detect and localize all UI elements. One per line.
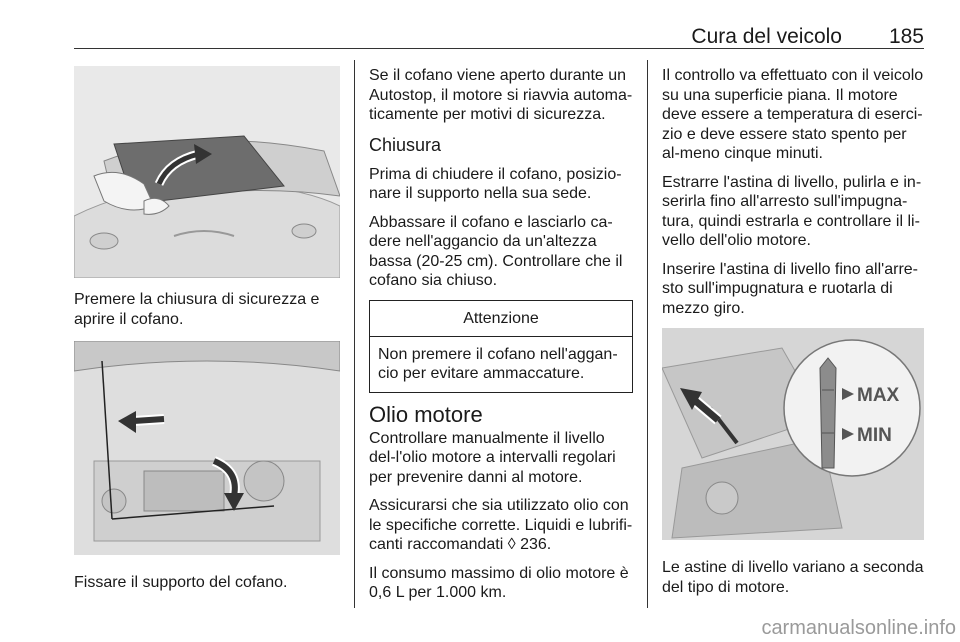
closing-step-1: Prima di chiudere il cofano, posizio-nare il supporto nella sua sede. [369,165,622,202]
column-divider-2 [647,60,648,608]
dipstick-steps: Estrarre l'astina di livello, pulirla e in-serirla fino all'arresto sull'impugna-tura, quindi estrarla e controllare il li-vello dell'olio motore. [662,173,922,249]
dipstick-illustration [662,328,924,540]
watermark: carmanualsonline.info [761,617,956,639]
hood-release-illustration [74,66,340,278]
column-2 [369,66,633,612]
column-1 [74,66,340,602]
oil-paragraph-1: Controllare manualmente il livello del-l'olio motore a intervalli regolari per prevenire danni al motore. [369,429,616,486]
check-conditions: Il controllo va effettuato con il veicolo su una superficie piana. Il motore deve essere a temperatura di eserci-zio e deve essere stato spento per al-meno cinque minuti. [662,67,924,162]
warning-text: Non premere il cofano nell'aggan-cio per evitare ammaccature. [378,345,618,382]
hood-prop-illustration [74,341,340,555]
caption-prop: Fissare il supporto del cofano. [74,574,288,591]
column-divider-1 [354,60,355,608]
dipstick-min-label: MIN [857,425,892,446]
warning-box [369,300,633,393]
column-3 [662,66,926,606]
section-title: Cura del veicolo [691,25,842,48]
closing-heading: Chiusura [369,134,442,155]
dipstick-insert: Inserire l'astina di livello fino all'arre-sto sull'impugnatura e ruotarla di mezzo giro. [662,260,918,317]
dipstick-max-label: MAX [857,385,900,406]
closing-step-2: Abbassare il cofano e lasciarlo ca-dere nell'aggancio da un'altezza bassa (20-25 cm). Controllare che il cofano sia chiuso. [369,213,623,289]
oil-paragraph-3: Il consumo massimo di olio motore è 0,6 L per 1.000 km. [369,564,629,601]
caption-release: Premere la chiusura di sicurezza e aprire il cofano. [74,291,320,328]
dipstick-caption: Le astine di livello variano a seconda del tipo di motore. [662,559,924,596]
page-header [74,26,924,49]
warning-title: Attenzione [370,301,632,337]
autostop-note: Se il cofano viene aperto durante un Autostop, il motore si riavvia automa-ticamente per motivi di sicurezza. [369,67,633,123]
oil-heading: Olio motore [369,401,483,427]
oil-paragraph-2: Assicurarsi che sia utilizzato olio con le specifiche corrette. Liquidi e lubrifi-canti raccomandati ◊ 236. [369,497,633,553]
page-number: 185 [888,25,924,48]
